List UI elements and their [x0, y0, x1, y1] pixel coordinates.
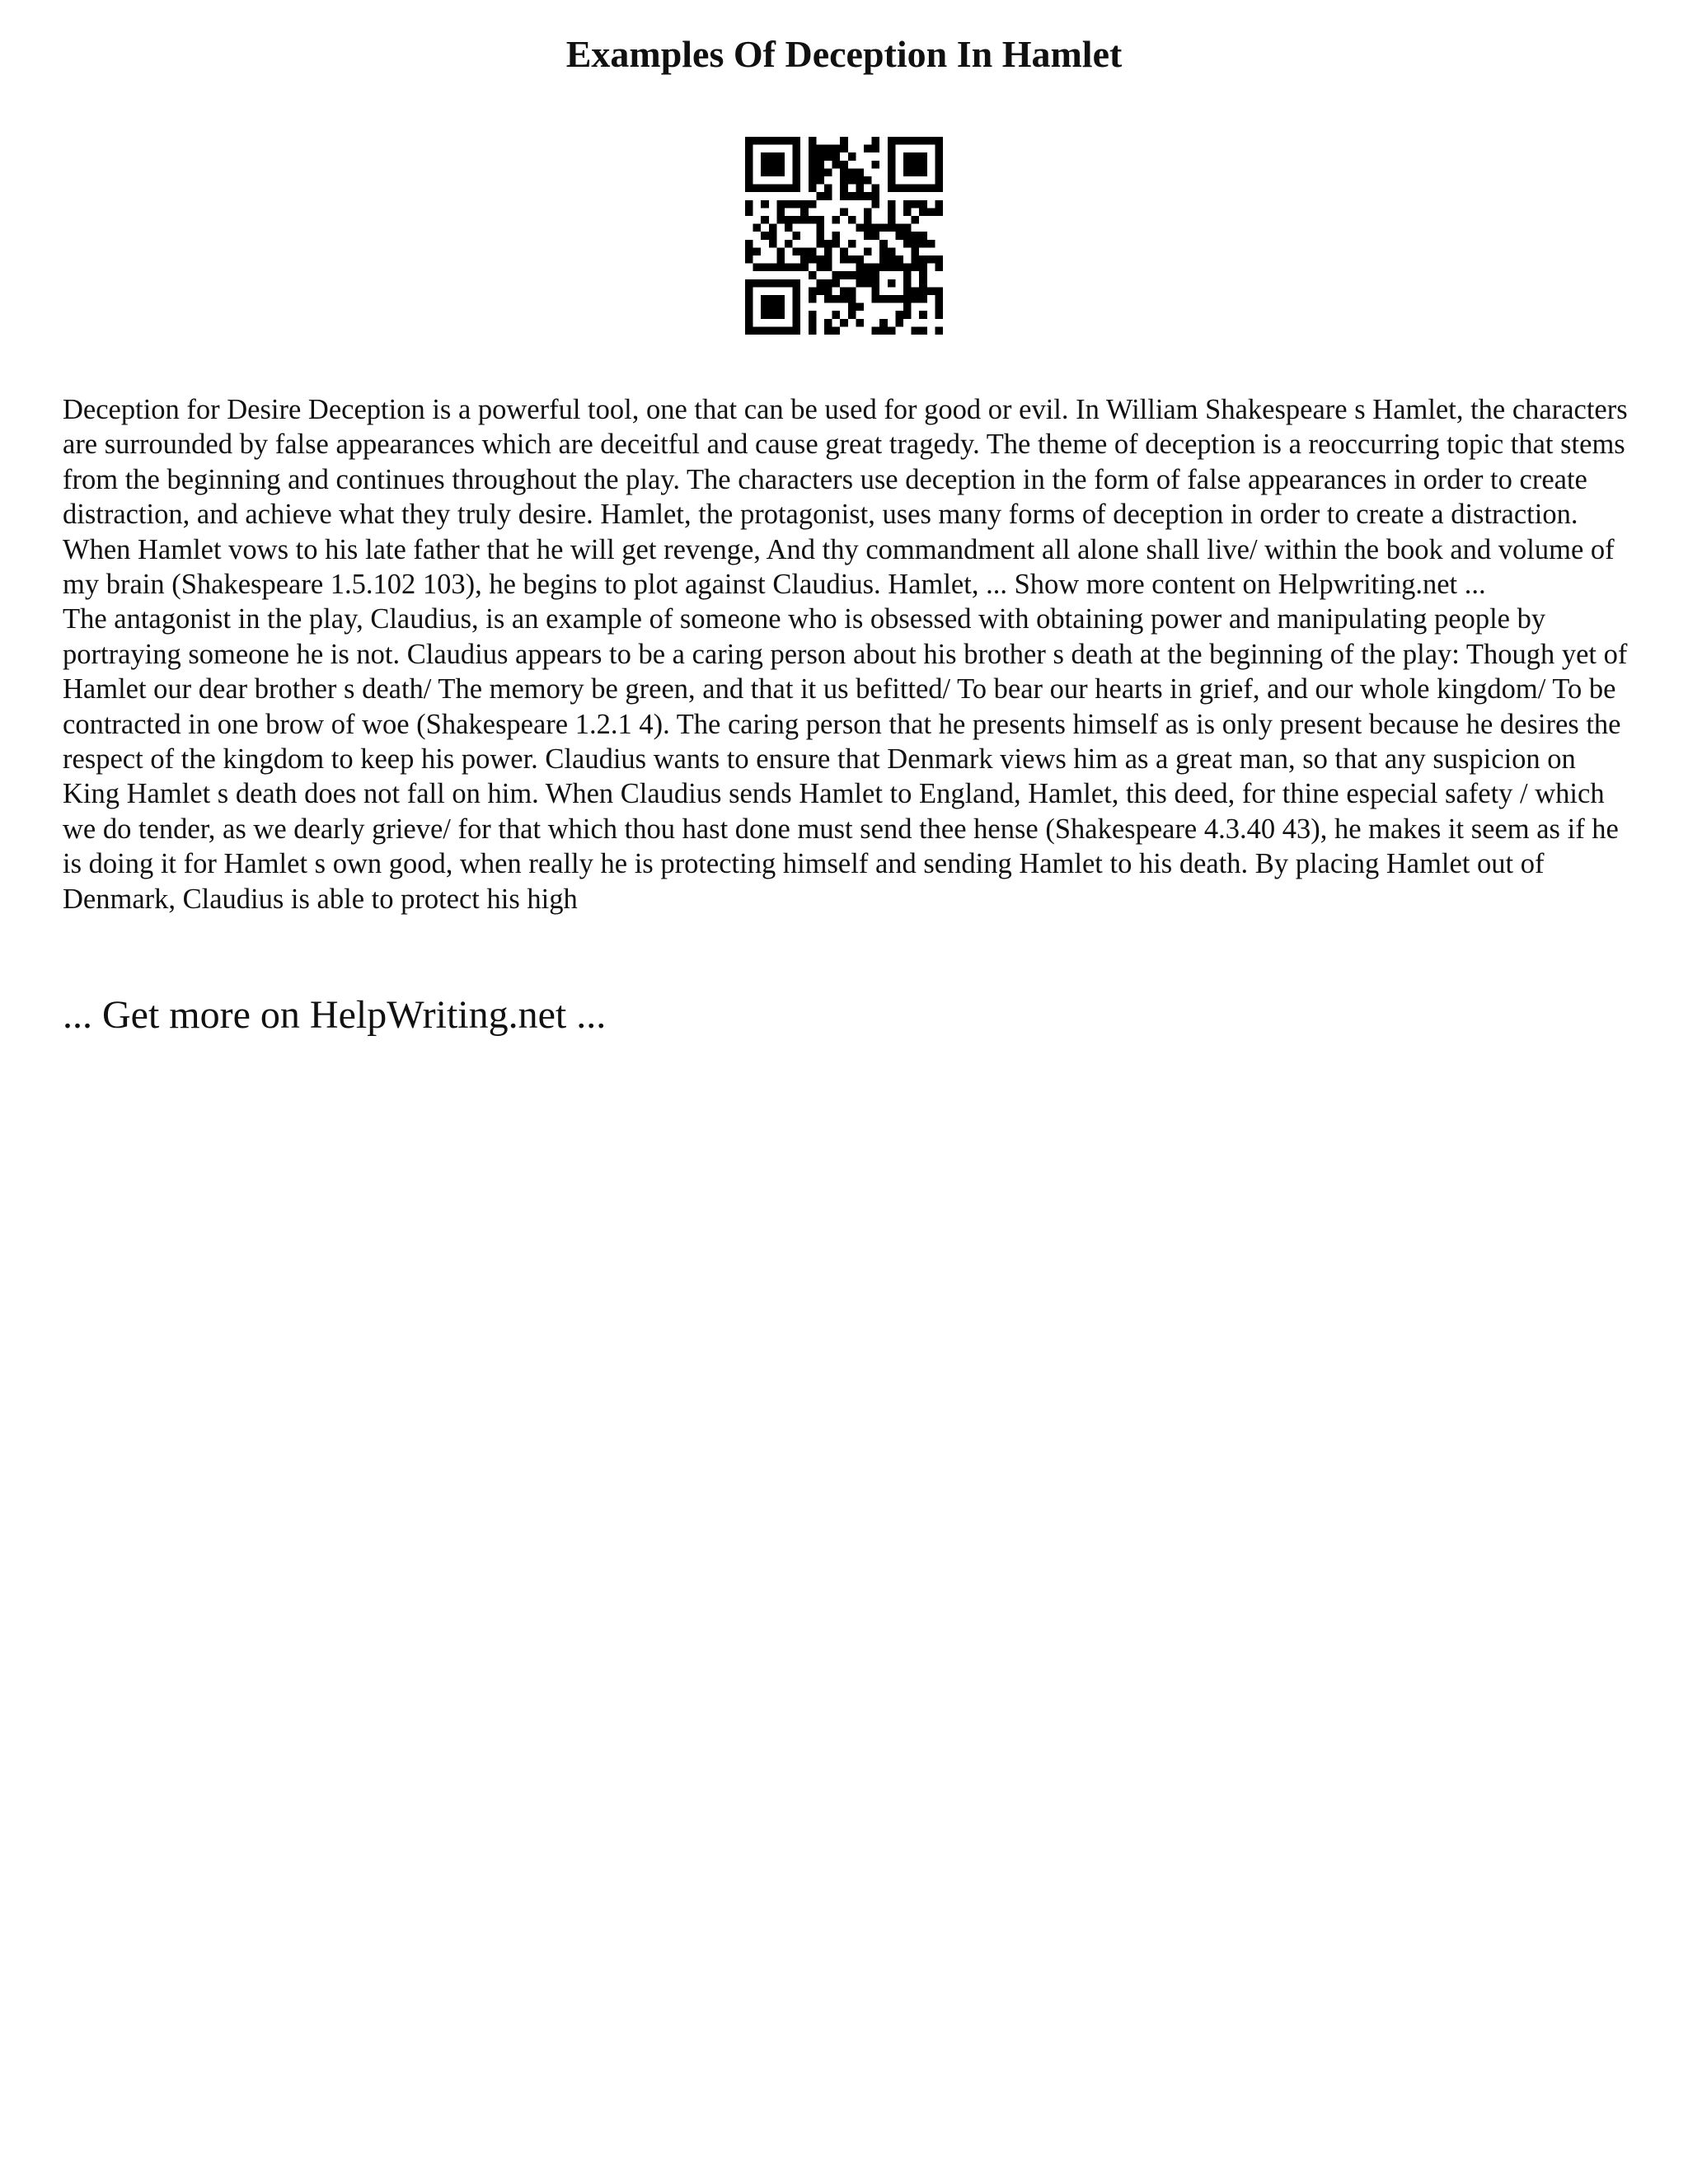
paragraph: The antagonist in the play, Claudius, is an example of someone who is obsessed with obtaining power and manipulating people by portraying someone he is not. Claudius appears to be a caring person about his brother s death at the beginning of the play: Though yet of Hamlet our dear brother s death/ The memory be green, and that it us befitted/ To bear our hearts in grief, and our whole kingdom/ To be contracted in one brow of woe (Shakespeare 1.2.1 4). The caring person that he presents himself as is only present because he desires the respect of the kingdom to keep his power. Claudius wants to ensure that Denmark views him as a great man, so that any suspicion on King Hamlet s death does not fall on him. When Claudius sends Hamlet to England, Hamlet, this deed, for thine especial safety / which we do tender, as we dearly grieve/ for that which thou hast done must send thee hense (Shakespeare 4.3.40 43), he makes it seem as if he is doing it for Hamlet s own good, when really he is protecting himself and sending Hamlet to his death. By placing Hamlet out of Denmark, Claudius is able to protect his high — [63, 603, 1628, 915]
article-body — [63, 392, 1629, 916]
paragraph: Deception for Desire Deception is a powerful tool, one that can be used for good or evil. In William Shakespeare s Hamlet, the characters are surrounded by false appearances which are deceitful and cause great tragedy. The theme of deception is a reoccurring topic that stems from the beginning and continues throughout the play. The characters use deception in the form of false appearances in order to create distraction, and achieve what they truly desire. Hamlet, the protagonist, uses many forms of deception in order to create a distraction. When Hamlet vows to his late father that he will get revenge, And thy commandment all alone shall live/ within the book and volume of my brain (Shakespeare 1.5.102 103), he begins to plot against Claudius. Hamlet, ... Show more content on Helpwriting.net ... — [63, 394, 1628, 601]
get-more-link[interactable]: ... Get more on HelpWriting.net ... — [63, 993, 607, 1037]
page-title: Examples Of Deception In Hamlet — [565, 33, 1123, 75]
qr-code-icon — [745, 137, 943, 335]
